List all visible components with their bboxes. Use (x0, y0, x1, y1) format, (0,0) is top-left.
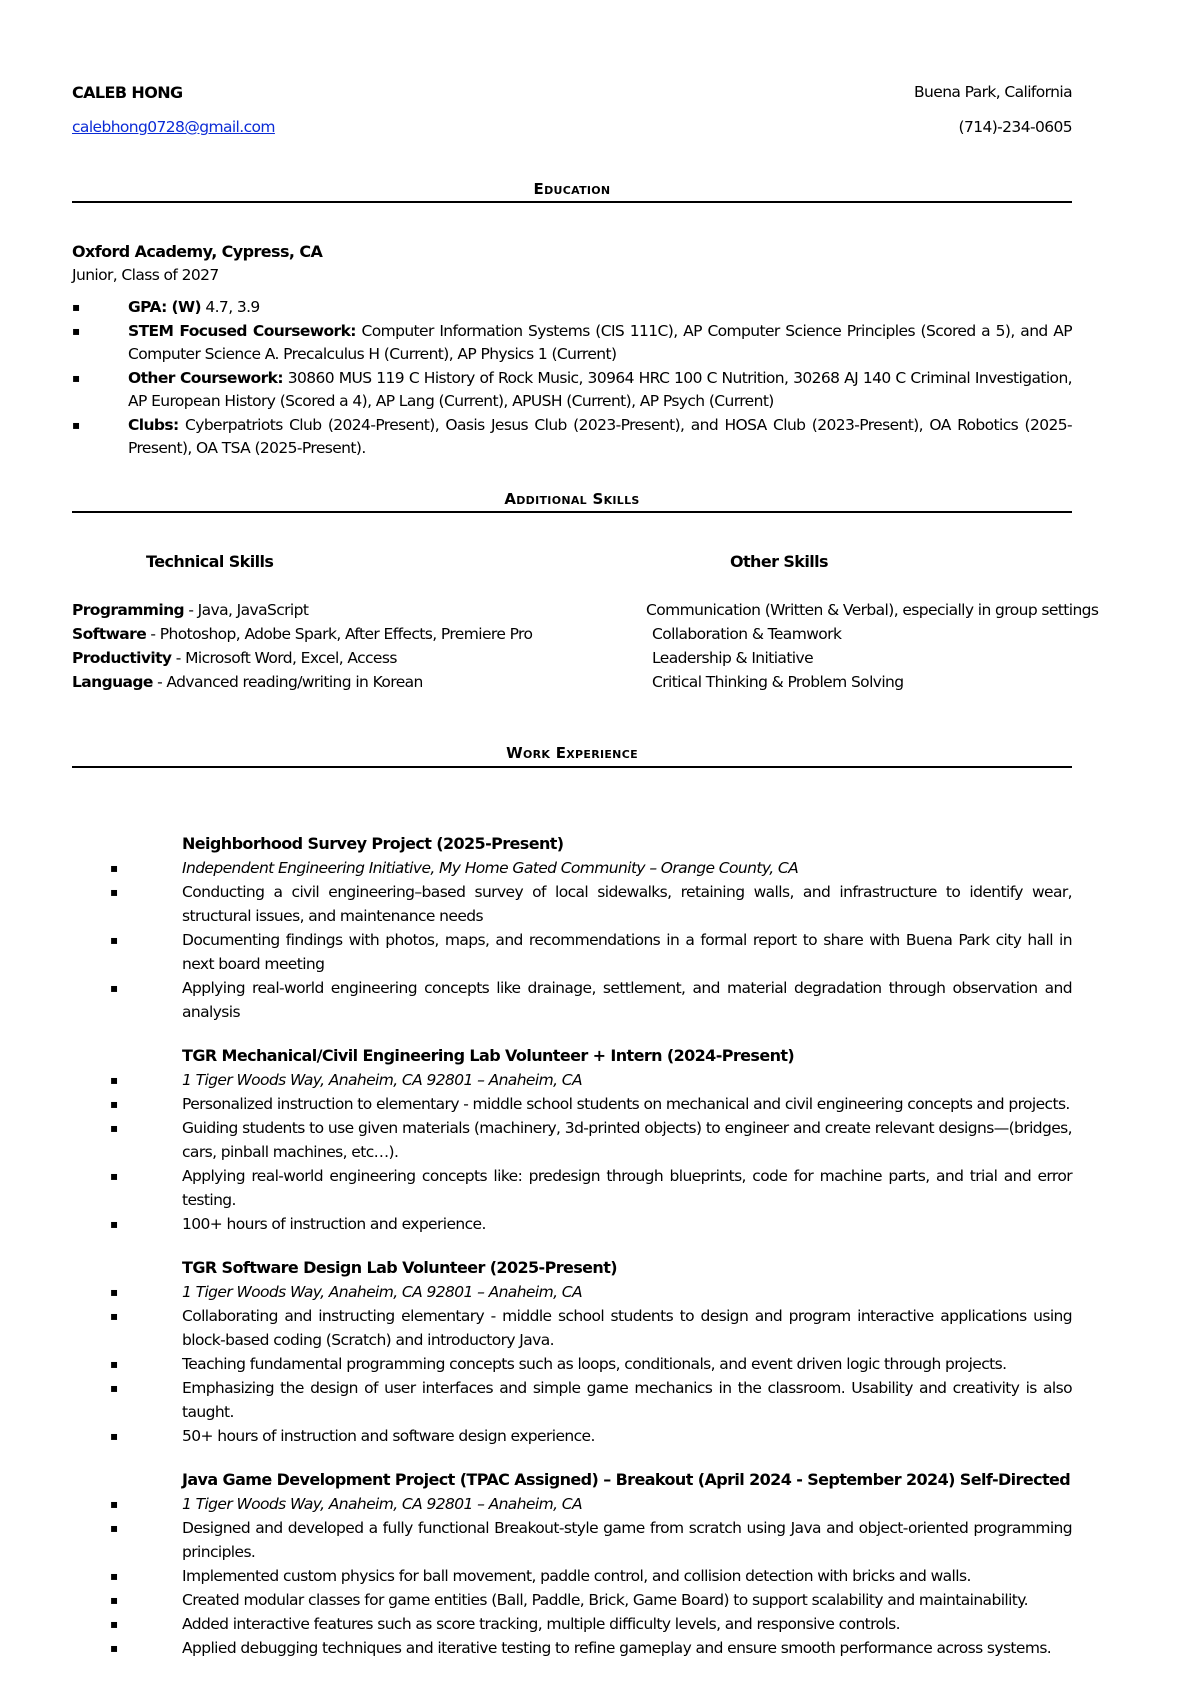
other-skills-list (646, 598, 1099, 694)
job-title: TGR Mechanical/Civil Engineering Lab Volunteer + Intern (2024-Present) (182, 1046, 795, 1065)
job-entry (110, 1256, 1072, 1448)
job-title: TGR Software Design Lab Volunteer (2025-Present) (182, 1258, 617, 1277)
job-bullet: ▪ Added interactive features such as score tracking, multiple difficulty levels, and responsive controls. (110, 1612, 1072, 1636)
job-bullet: ▪ Created modular classes for game entities (Ball, Paddle, Brick, Game Board) to support scalability and maintainability. (110, 1588, 1072, 1612)
job-bullet: ▪ Collaborating and instructing elementary - middle school students to design and program interactive applications using block-based coding (Scratch) and introductory Java. (110, 1304, 1072, 1352)
education-item (72, 367, 1072, 413)
education-item-text: 4.7, 3.9 (201, 298, 260, 316)
candidate-name: CALEB HONG (72, 83, 183, 102)
technical-skills-heading: Technical Skills (146, 552, 274, 571)
job-bullet: ▪ Emphasizing the design of user interfaces and simple game mechanics in the classroom. Usability and creativity is also taught. (110, 1376, 1072, 1424)
job-bullet: ▪ Applied debugging techniques and iterative testing to refine gameplay and ensure smooth performance across systems. (110, 1636, 1072, 1660)
technical-skill-label: Language (72, 673, 153, 691)
education-item-label: Clubs: (128, 416, 179, 434)
education-list (72, 296, 1072, 461)
school-name: Oxford Academy, Cypress, CA (72, 242, 323, 261)
skills-heading: Additional Skills (504, 490, 640, 508)
technical-skill-text: - Java, JavaScript (184, 601, 309, 619)
technical-skill-text: - Photoshop, Adobe Spark, After Effects, Premiere Pro (146, 625, 533, 643)
other-skill: Communication (Written & Verbal), especially in group settings (646, 601, 1099, 619)
technical-skill (72, 622, 532, 646)
technical-skill (72, 646, 532, 670)
job-bullet: ▪ Designed and developed a fully functional Breakout-style game from scratch using Java and object-oriented programming principles. (110, 1516, 1072, 1564)
technical-skill-label: Productivity (72, 649, 172, 667)
job-bullet: ▪ Implemented custom physics for ball movement, paddle control, and collision detection with bricks and walls. (110, 1564, 1072, 1588)
work-heading: Work Experience (506, 744, 638, 762)
education-item (72, 414, 1072, 460)
school-standing: Junior, Class of 2027 (72, 266, 219, 284)
technical-skill-label: Programming (72, 601, 184, 619)
technical-skill (72, 598, 532, 622)
job-entry (110, 1468, 1072, 1660)
job-location: ▪ Independent Engineering Initiative, My Home Gated Community – Orange County, CA (110, 856, 1072, 880)
education-item-text: Computer Information Systems (CIS 111C), AP Computer Science Principles (Scored a 5), and AP Computer Science A. Precalculus H (Current), AP Physics 1 (Current) (128, 322, 1072, 363)
job-location: ▪ 1 Tiger Woods Way, Anaheim, CA 92801 – Anaheim, CA (110, 1492, 1072, 1516)
other-skill: Critical Thinking & Problem Solving (652, 673, 904, 691)
job-bullet: ▪ 50+ hours of instruction and software design experience. (110, 1424, 1072, 1448)
education-rule (72, 201, 1072, 203)
education-item-text: 30860 MUS 119 C History of Rock Music, 30964 HRC 100 C Nutrition, 30268 AJ 140 C Criminal Investigation, AP European History (Scored a 4), AP Lang (Current), APUSH (Current), AP Psych (Current) (128, 369, 1072, 410)
education-heading: Education (533, 180, 611, 198)
job-bullet: ▪ Documenting findings with photos, maps, and recommendations in a formal report to share with Buena Park city hall in next board meeting (110, 928, 1072, 976)
candidate-phone: (714)-234-0605 (958, 118, 1072, 136)
other-skills-heading: Other Skills (730, 552, 828, 571)
job-bullet: ▪ Applying real-world engineering concepts like: predesign through blueprints, code for machine parts, and trial and error testing. (110, 1164, 1072, 1212)
job-bullet: ▪ Guiding students to use given materials (machinery, 3d-printed objects) to engineer and create relevant designs—(bridges, cars, pinball machines, etc…). (110, 1116, 1072, 1164)
education-item-label: STEM Focused Coursework: (128, 322, 356, 340)
other-skill: Leadership & Initiative (652, 649, 814, 667)
education-item (72, 296, 1072, 319)
job-bullet: ▪ Conducting a civil engineering–based survey of local sidewalks, retaining walls, and infrastructure to identify wear, structural issues, and maintenance needs (110, 880, 1072, 928)
job-entry (110, 832, 1072, 1024)
education-item (72, 320, 1072, 366)
work-rule (72, 766, 1072, 768)
education-item-text: Cyberpatriots Club (2024-Present), Oasis Jesus Club (2023-Present), and HOSA Club (2023-Present), OA Robotics (2025-Present), OA TSA (2025-Present). (128, 416, 1072, 457)
job-bullet: ▪ 100+ hours of instruction and experience. (110, 1212, 1072, 1236)
other-skill: Collaboration & Teamwork (652, 625, 842, 643)
technical-skill (72, 670, 532, 694)
job-entry (110, 1044, 1072, 1236)
skills-rule (72, 511, 1072, 513)
job-bullet: ▪ Applying real-world engineering concepts like drainage, settlement, and material degradation through observation and analysis (110, 976, 1072, 1024)
technical-skill-text: - Advanced reading/writing in Korean (152, 673, 423, 691)
job-bullet: ▪ Teaching fundamental programming concepts such as loops, conditionals, and event driven logic through projects. (110, 1352, 1072, 1376)
work-experience (110, 832, 1072, 1680)
job-title: Neighborhood Survey Project (2025-Present) (182, 834, 564, 853)
technical-skills-list (72, 598, 532, 694)
candidate-location: Buena Park, California (914, 83, 1072, 101)
job-title: Java Game Development Project (TPAC Assigned) – Breakout (April 2024 - September 2024) Self-Directed (182, 1470, 1071, 1489)
education-item-label: GPA: (W) (128, 298, 202, 316)
job-location: ▪ 1 Tiger Woods Way, Anaheim, CA 92801 – Anaheim, CA (110, 1068, 1072, 1092)
job-bullet: ▪ Personalized instruction to elementary - middle school students on mechanical and civil engineering concepts and projects. (110, 1092, 1072, 1116)
technical-skill-text: - Microsoft Word, Excel, Access (171, 649, 397, 667)
job-location: ▪ 1 Tiger Woods Way, Anaheim, CA 92801 – Anaheim, CA (110, 1280, 1072, 1304)
education-item-label: Other Coursework: (128, 369, 283, 387)
email-link[interactable]: calebhong0728@gmail.com (72, 118, 275, 136)
technical-skill-label: Software (72, 625, 147, 643)
